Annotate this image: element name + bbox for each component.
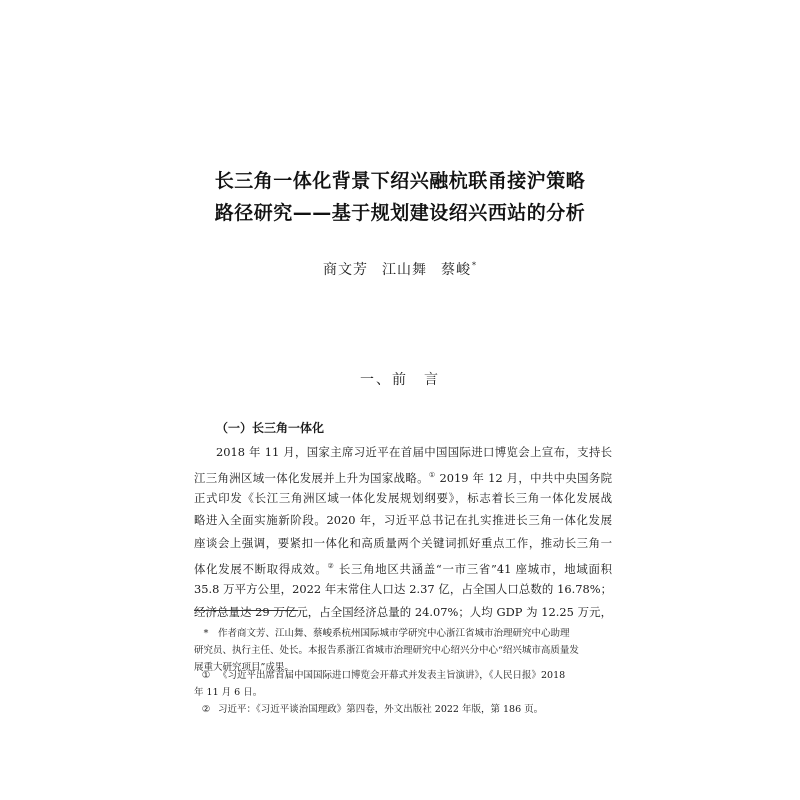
author-2: 江山舞 [382, 262, 427, 278]
footnote-ref: ② [327, 561, 335, 570]
footnote-divider [194, 610, 298, 611]
body-line: 正式印发《长江三角洲区域一体化发展规划纲要》，标志着长三角一体化发展战 [194, 490, 612, 505]
body-line: 体化发展不断取得成效。② 长三角地区共涵盖“一市三省”41 座城市，地域面积 [194, 561, 612, 576]
body-line: 2018 年 11 月，国家主席习近平在首届中国国际进口博览会上宣布，支持长 [216, 445, 612, 459]
body-paragraph [194, 441, 612, 623]
author-3: 蔡峻 [441, 262, 471, 278]
section-heading: 一、前 言 [360, 372, 440, 388]
subheading: （一）长三角一体化 [216, 421, 325, 435]
title-line-1: 长三角一体化背景下绍兴融杭联甬接沪策略 [214, 170, 586, 192]
footnote-2: ② 习近平：《习近平谈治国理政》第四卷，外文出版社 2022 年版，第 186 页。 [194, 701, 612, 718]
body-line: 35.8 万平方公里，2022 年末常住人口达 2.37 亿，占全国人口总数的 16.78%； [194, 581, 612, 596]
author-1: 商文芳 [323, 262, 368, 278]
title-line-2: 路径研究——基于规划建设绍兴西站的分析 [214, 202, 586, 224]
body-line: 江三角洲区域一体化发展并上升为国家战略。① 2019 年 12 月，中共中央国务院 [194, 470, 612, 485]
footnote-mark: ① [201, 670, 211, 681]
author-list [200, 259, 600, 279]
footnote-1: ① 《习近平出席首届中国国际进口博览会开幕式并发表主旨演讲》，《人民日报》2018 年 11 月 6 日。 [194, 667, 612, 701]
body-line: 座谈会上强调，要紧扣一体化和高质量两个关键词抓好重点工作，推动长三角一 [194, 536, 612, 551]
footnote-ref: ① [428, 470, 436, 479]
footnote-mark: * [203, 628, 209, 639]
footnote-mark: ② [201, 704, 211, 715]
footnote-author: * 作者商文芳、江山舞、蔡峻系杭州国际城市学研究中心浙江省城市治理研究中心助理 研究员、执行主任、处长。本报告系浙江省城市治理研究中心绍兴分中心“绍兴城市高质量发 展重大研究项目”成果。 [194, 625, 612, 676]
body-line: 经济总量达 29 万亿元，占全国经济总量的 24.07%；人均 GDP 为 12.25 万元， [194, 604, 612, 619]
body-line: 略进入全面实施新阶段。2020 年，习近平总书记在扎实推进长三角一体化发展 [194, 513, 612, 528]
author-footnote-mark: * [472, 261, 477, 270]
